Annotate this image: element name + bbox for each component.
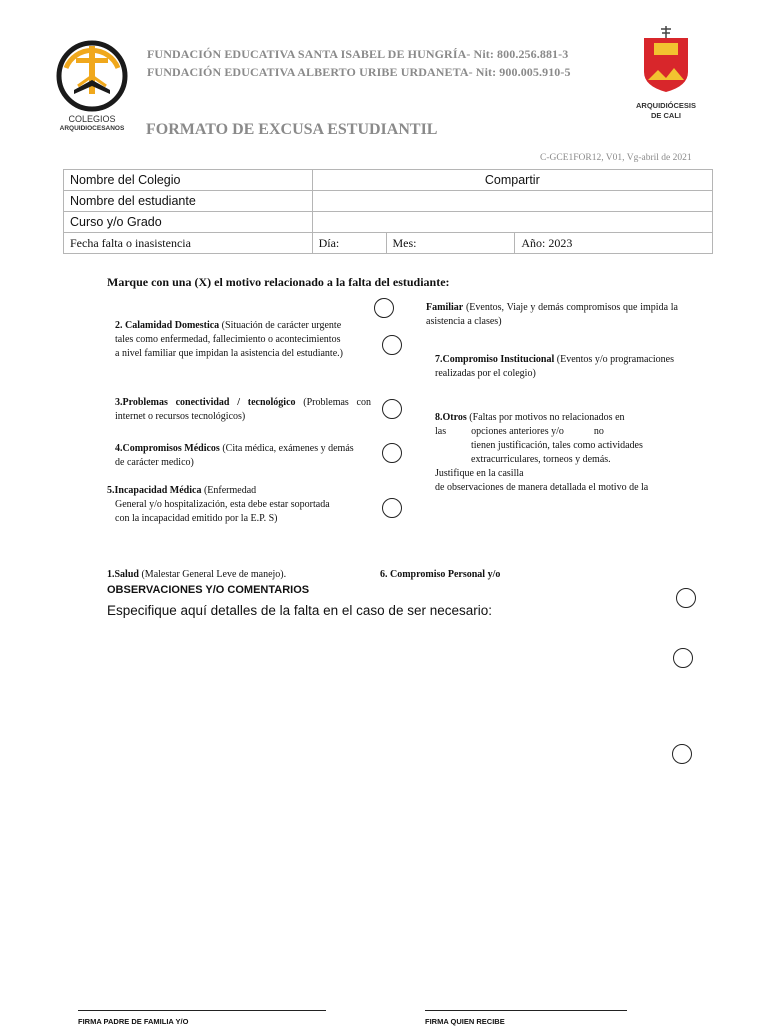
logo-emblem-icon [52, 38, 132, 116]
table-row [64, 212, 713, 233]
student-label: Nombre del estudiante [64, 191, 313, 212]
grade-label: Curso y/o Grado [64, 212, 313, 233]
checkbox-calamidad[interactable] [382, 335, 402, 355]
receiver-signature-line [425, 1010, 627, 1011]
table-row [64, 191, 713, 212]
option-calamidad [115, 319, 347, 361]
date-label: Fecha falta o inasistencia [64, 233, 313, 254]
checkbox-salud[interactable] [676, 588, 696, 608]
doc-code: C-GCE1FOR12, V01, Vg-abril de 2021 [540, 153, 692, 163]
table-row [64, 233, 713, 254]
option-incapacidad-desc-2: General y/o hospitalización, esta debe estar soportada [115, 499, 330, 510]
instructions: Marque con una (X) el motivo relacionado a la falta del estudiante: [107, 275, 450, 289]
day-field[interactable]: Día: [312, 233, 386, 254]
month-field[interactable]: Mes: [386, 233, 515, 254]
logo-left-text-2: ARQUIDIOCESANOS [59, 125, 125, 132]
option-otros-desc-3: tienen justificación, tales como actividades [471, 440, 643, 451]
logo-right-text-2: DE CALI [651, 111, 681, 120]
org-line-1: FUNDACIÓN EDUCATIVA SANTA ISABEL DE HUNGRÍA- Nit: 800.256.881-3 [147, 47, 569, 61]
table-row [64, 170, 713, 191]
option-conectividad [115, 396, 371, 424]
arquidiocesis-cali-logo [630, 26, 702, 126]
option-institucional-title: 7.Compromiso Institucional [435, 354, 555, 365]
option-otros [435, 411, 675, 495]
school-value[interactable]: Compartir [312, 170, 712, 191]
option-medicos [115, 442, 355, 470]
option-medicos-desc: (Cita médica, exámenes y demás de carácter medico) [115, 443, 354, 468]
option-otros-desc-4: extracurriculares, torneos y demás. [471, 454, 611, 465]
option-institucional-desc: (Eventos y/o programaciones realizadas por el colegio) [435, 354, 674, 379]
receiver-signature-label: FIRMA QUIEN RECIBE [425, 1017, 505, 1026]
option-personal [380, 568, 500, 582]
checkbox-medicos[interactable] [382, 443, 402, 463]
option-familiar [426, 301, 678, 329]
option-incapacidad-desc-1: (Enfermedad [201, 485, 257, 496]
option-otros-desc-5: Justifique en la casilla [435, 468, 524, 479]
option-otros-desc-2: las opciones anteriores y/o no [435, 426, 604, 437]
coat-of-arms-icon [630, 26, 702, 98]
option-personal-title: 6. Compromiso Personal y/o [380, 569, 501, 580]
option-otros-title: 8.Otros [435, 412, 467, 423]
option-familiar-desc: (Eventos, Viaje y demás compromisos que impida la asistencia a clases) [426, 302, 678, 327]
option-conectividad-title: 3.Problemas conectividad / tecnológico [115, 397, 296, 408]
org-line-2: FUNDACIÓN EDUCATIVA ALBERTO URIBE URDANETA- Nit: 900.005.910-5 [147, 65, 571, 79]
student-value[interactable] [312, 191, 712, 212]
option-incapacidad-desc-3: con la incapacidad emitido por la E.P. S) [115, 513, 278, 524]
option-otros-desc-1: (Faltas por motivos no relacionados en [466, 412, 625, 423]
colegios-arquidiocesanos-logo [52, 38, 132, 136]
logo-right-text-1: ARQUIDIÓCESIS [635, 101, 696, 110]
checkbox-personal[interactable] [673, 648, 693, 668]
grade-value[interactable] [312, 212, 712, 233]
option-salud-title: 1.Salud [107, 569, 139, 580]
option-conectividad-desc: (Problemas con internet o recursos tecnológicos) [115, 397, 371, 422]
option-salud [107, 568, 286, 582]
year-field[interactable]: Año: 2023 [515, 233, 713, 254]
option-institucional [435, 353, 675, 381]
parent-signature-label: FIRMA PADRE DE FAMILIA Y/O [78, 1017, 189, 1026]
parent-signature-line [78, 1010, 326, 1011]
option-medicos-title: 4.Compromisos Médicos [115, 443, 220, 454]
observations-heading: OBSERVACIONES Y/O COMENTARIOS [107, 584, 310, 596]
checkbox-otros[interactable] [672, 744, 692, 764]
option-incapacidad [107, 484, 369, 526]
school-label: Nombre del Colegio [64, 170, 313, 191]
option-otros-desc-6: de observaciones de manera detallada el motivo de la [435, 482, 649, 493]
form-title: FORMATO DE EXCUSA ESTUDIANTIL [146, 121, 438, 138]
observations-prompt: Especifique aquí detalles de la falta en el caso de ser necesario: [107, 603, 492, 618]
option-calamidad-desc: (Situación de carácter urgente tales como enfermedad, fallecimiento o acontecimientos a nivel familiar que impidan la asistencia del estudiante.) [115, 320, 343, 359]
option-incapacidad-title: 5.Incapacidad Médica [107, 485, 202, 496]
observations-area[interactable] [107, 622, 667, 992]
checkbox-familiar[interactable] [374, 298, 394, 318]
option-salud-desc: (Malestar General Leve de manejo). [138, 569, 287, 580]
checkbox-incapacidad[interactable] [382, 498, 402, 518]
option-familiar-title: Familiar [426, 302, 464, 313]
checkbox-conectividad[interactable] [382, 399, 402, 419]
student-info-table [63, 169, 713, 254]
option-calamidad-title: 2. Calamidad Domestica [115, 320, 220, 331]
logo-left-text-1: COLEGIOS [68, 114, 116, 124]
